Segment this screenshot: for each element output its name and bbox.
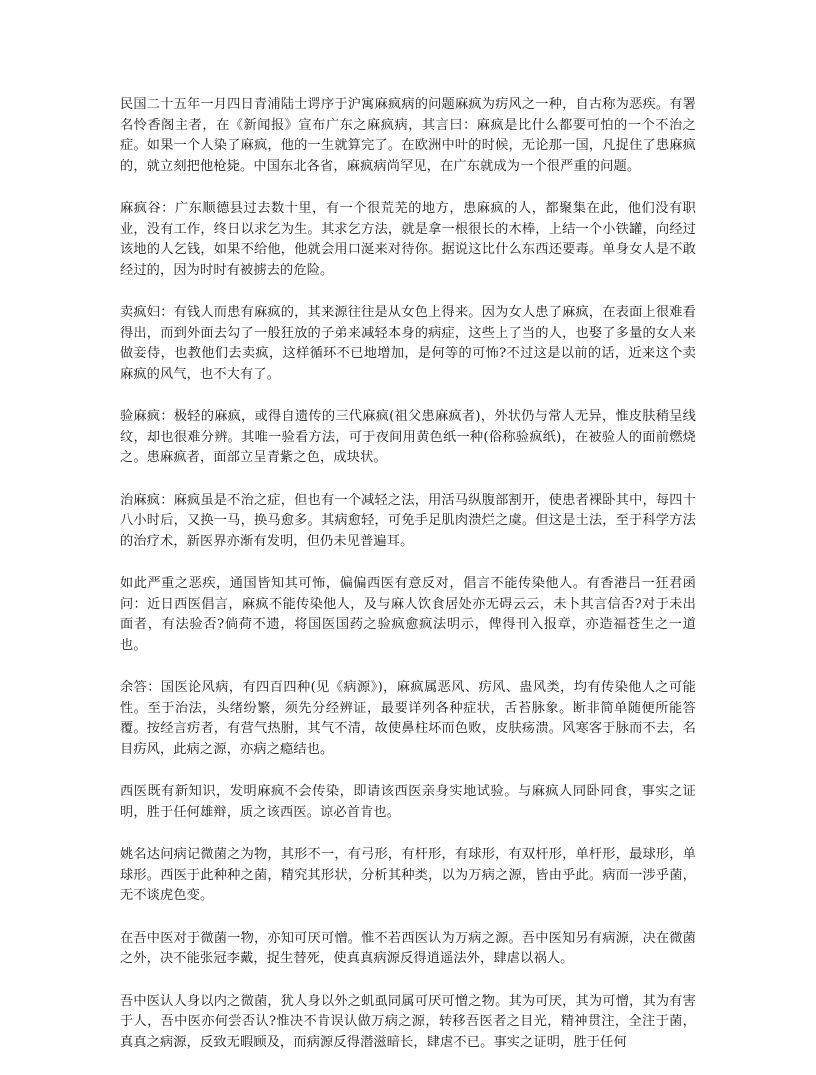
document-body: [120, 95, 696, 1075]
paragraph-answer: 余答：国医论风病，有四百四种(见《病源》)，麻疯属恶风、疠风、蛊风类，均有传染他人之可能性。至于治法，头绪纷繁，须先分经辨证，最要详列各种症状，舌苔脉象。断非简单随便所能答覆。按经言疠者，有营气热胕，其气不清，故使鼻柱坏而色败，皮肤疡溃。风寒客于脉而不去，名目疠风，此病之源，亦病之瘾结也。: [120, 680, 696, 757]
paragraph-testing-leprosy: 验麻疯：极轻的麻疯，或得自遗传的三代麻疯(祖父患麻疯者)，外状仍与常人无异，惟皮肤稍呈线纹，却也很难分辨。其唯一验看方法，可于夜间用黄色纸一种(俗称验疯纸)，在被验人的面前燃烧之。患麻疯者，面部立呈青紫之色，成块状。: [120, 409, 696, 465]
paragraph-preface: 民国二十五年一月四日青浦陆士谔序于沪寓麻疯病的问题麻疯为疠风之一种，自古称为恶疾。有署名怜香阁主者，在《新闻报》宣布广东之麻疯病，其言曰：麻疯是比什么都要可怕的一个不治之症。如果一个人染了麻疯，他的一生就算完了。在欧洲中叶的时候，无论那一国，凡捉住了患麻疯的，就立刻把他枪毙。中国东北各省，麻疯病尚罕见，在广东就成为一个很严重的问题。: [120, 97, 696, 174]
paragraph-body-microbes: 吾中医认人身以内之微菌，犹人身以外之虮虱同属可厌可憎之物。其为可厌，其为可憎，其为有害于人，吾中医亦何尝否认?惟决不肯误认做万病之源，转移吾医者之目光，精神贯注，全注于菌，真真之病源，反致无暇顾及，而病源反得潜滋暗长，肆虐不已。事实之证明，胜于任何: [120, 993, 696, 1050]
paragraph-leper-valley: 麻疯谷：广东顺德县过去数十里，有一个很荒芜的地方，患麻疯的人，都聚集在此，他们没有职业，没有工作，终日以求乞为生。其求乞方法，就是拿一根很长的木棒，上结一个小铁罐，向经过该地的人乞钱，如果不给他，他就会用口涎来对待你。据说这比什么东西还要毒。单身女人是不敢经过的，因为时时有被掳去的危险。: [120, 201, 696, 278]
paragraph-chinese-view: 在吾中医对于微菌一物，亦知可厌可憎。惟不若西医认为万病之源。吾中医知另有病源，决在微菌之外，决不能张冠李戴，捉生替死，使真真病源反得逍遥法外，肆虐以祸人。: [120, 930, 696, 966]
paragraph-question: 如此严重之恶疾，通国皆知其可怖，偏偏西医有意反对，倡言不能传染他人。有香港吕一狂君函问：近日西医倡言，麻疯不能传染他人，及与麻人饮食居处亦无碍云云，未卜其言信否?对于未出面者，有法验否?倘荷不遗，将国医国药之验疯愈疯法明示，俾得刊入报章，亦造福苍生之一道也。: [120, 576, 696, 653]
paragraph-selling-leprosy: 卖疯妇：有钱人而患有麻疯的，其来源往往是从女色上得来。因为女人患了麻疯，在表面上很难看得出，而到外面去勾了一般狂放的子弟来减轻本身的病症，这些上了当的人，也娶了多量的女人来做妾侍，也教他们去卖疯，这样循环不已地增加，是何等的可怖?不过这是以前的话，近来这个卖麻疯的风气，也不大有了。: [120, 305, 696, 382]
paragraph-western-medicine: 西医既有新知识，发明麻疯不会传染，即请该西医亲身实地试验。与麻疯人同卧同食，事实之证明，胜于任何雄辩，质之该西医。谅必首肯也。: [120, 784, 696, 820]
paragraph-microbes: 姚名达问病记微菌之为物，其形不一，有弓形，有杆形，有球形，有双杆形，单杆形，最球形，单球形。西医于此种种之菌，精究其形状，分析其种类，以为万病之源，皆由乎此。病而一涉乎菌，无不谈虎色变。: [120, 847, 696, 903]
paragraph-treating-leprosy: 治麻疯：麻疯虽是不治之症，但也有一个减轻之法，用活马纵腹部割开，使患者裸卧其中，每四十八小时后，又换一马，换马愈多。其病愈轻，可免手足肌肉溃烂之虞。但这是土法，至于科学方法的治疗术，新医界亦渐有发明，但仍未见普遍耳。: [120, 492, 696, 549]
